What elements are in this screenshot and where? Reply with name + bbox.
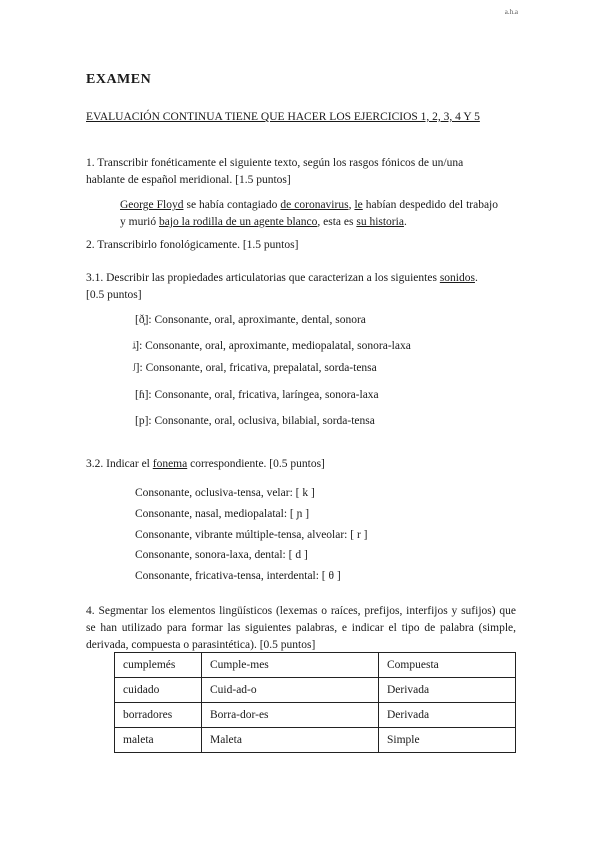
quote-part: se había contagiado — [183, 199, 281, 211]
quote-part: habían despedido del trabajo y murió — [120, 199, 498, 228]
table-row — [115, 703, 516, 728]
question-3-1-points: . [0.5 puntos] — [86, 272, 478, 301]
sound-description: : Consonante, oral, fricativa, laríngea, sonora-laxa — [148, 389, 379, 401]
sound-item — [135, 415, 375, 427]
header-initials: a.h.a — [504, 8, 518, 16]
sound-symbol: [ð̞] — [135, 314, 149, 326]
table-cell-segmentation: Cumple-mes — [202, 653, 379, 678]
quote-part: , esta es — [317, 216, 357, 228]
quote-part: , — [348, 199, 355, 211]
question-2: 2. Transcribirlo fonológicamente. [1.5 puntos] — [86, 239, 299, 251]
table-row — [115, 728, 516, 753]
question-3-1 — [86, 270, 496, 304]
question-3-1-keyword: sonidos — [439, 272, 475, 284]
table-cell-segmentation: Cuid-ad-o — [202, 678, 379, 703]
quote-part: George Floyd — [120, 199, 184, 211]
sound-symbol: [ɦ] — [135, 389, 149, 401]
word-segmentation-table — [114, 652, 516, 753]
sound-symbol: [p] — [135, 415, 149, 427]
quote-part: . — [403, 216, 407, 228]
phoneme-item: Consonante, vibrante múltiple-tensa, alveolar: [ r ] — [135, 529, 368, 541]
question-4: 4. Segmentar los elementos lingüísticos (lexemas o raíces, prefijos, interfijos y sufijos) que se han utilizado para formar las siguientes palabras, e indicar el tipo de palabra (simple, derivada, compuesta o parasintética). [0.5 puntos] — [86, 605, 516, 651]
table-cell-segmentation: Maleta — [202, 728, 379, 753]
sound-description: ]: Consonante, oral, fricativa, prepalatal, sorda-tensa — [135, 362, 377, 374]
question-3-2-points: correspondiente. [0.5 puntos] — [187, 458, 325, 470]
page-title: EXAMEN — [86, 72, 152, 87]
sound-symbol: ʃ — [133, 362, 136, 371]
phoneme-item: Consonante, fricativa-tensa, interdental: [ θ ] — [135, 570, 341, 582]
quote-text — [120, 197, 498, 231]
sound-item — [133, 340, 411, 352]
sound-description: : Consonante, oral, oclusiva, bilabial, sorda-tensa — [148, 415, 375, 427]
question-3-2 — [86, 456, 325, 473]
quote-part: de coronavirus — [280, 199, 349, 211]
table-cell-word: cumplemés — [115, 653, 202, 678]
question-3-2-text: 3.2. Indicar el — [86, 458, 153, 470]
table-cell-word: borradores — [115, 703, 202, 728]
subtitle: EVALUACIÓN CONTINUA TIENE QUE HACER LOS EJERCICIOS 1, 2, 3, 4 Y 5 — [86, 111, 480, 123]
table-cell-word: maleta — [115, 728, 202, 753]
sound-description: ]: Consonante, oral, aproximante, mediopalatal, sonora-laxa — [135, 340, 411, 352]
question-3-2-keyword: fonema — [152, 458, 188, 470]
table-cell-type: Derivada — [379, 703, 516, 728]
table-row — [115, 678, 516, 703]
table-cell-type: Derivada — [379, 678, 516, 703]
table-cell-word: cuidado — [115, 678, 202, 703]
phoneme-item: Consonante, sonora-laxa, dental: [ d ] — [135, 549, 308, 561]
table-cell-type: Simple — [379, 728, 516, 753]
quote-part: su historia — [356, 216, 404, 228]
phoneme-item: Consonante, oclusiva-tensa, velar: [ k ] — [135, 487, 315, 499]
question-1: 1. Transcribir fonéticamente el siguiente texto, según los rasgos fónicos de un/una hablante de español meridional. [1.5 puntos] — [86, 157, 464, 186]
quote-part: le — [354, 199, 363, 211]
table-row — [115, 653, 516, 678]
quote-part: bajo la rodilla de un agente blanco — [158, 216, 318, 228]
sound-item — [133, 362, 377, 374]
sound-symbol: ʝ̞ — [133, 340, 136, 349]
phoneme-item: Consonante, nasal, mediopalatal: [ ɲ ] — [135, 508, 310, 520]
sound-item — [135, 389, 379, 401]
question-3-1-text: 3.1. Describir las propiedades articulatorias que caracterizan a los siguientes — [86, 272, 440, 284]
sound-description: : Consonante, oral, aproximante, dental, sonora — [148, 314, 366, 326]
sound-item — [135, 314, 366, 326]
table-cell-type: Compuesta — [379, 653, 516, 678]
table-cell-segmentation: Borra-dor-es — [202, 703, 379, 728]
